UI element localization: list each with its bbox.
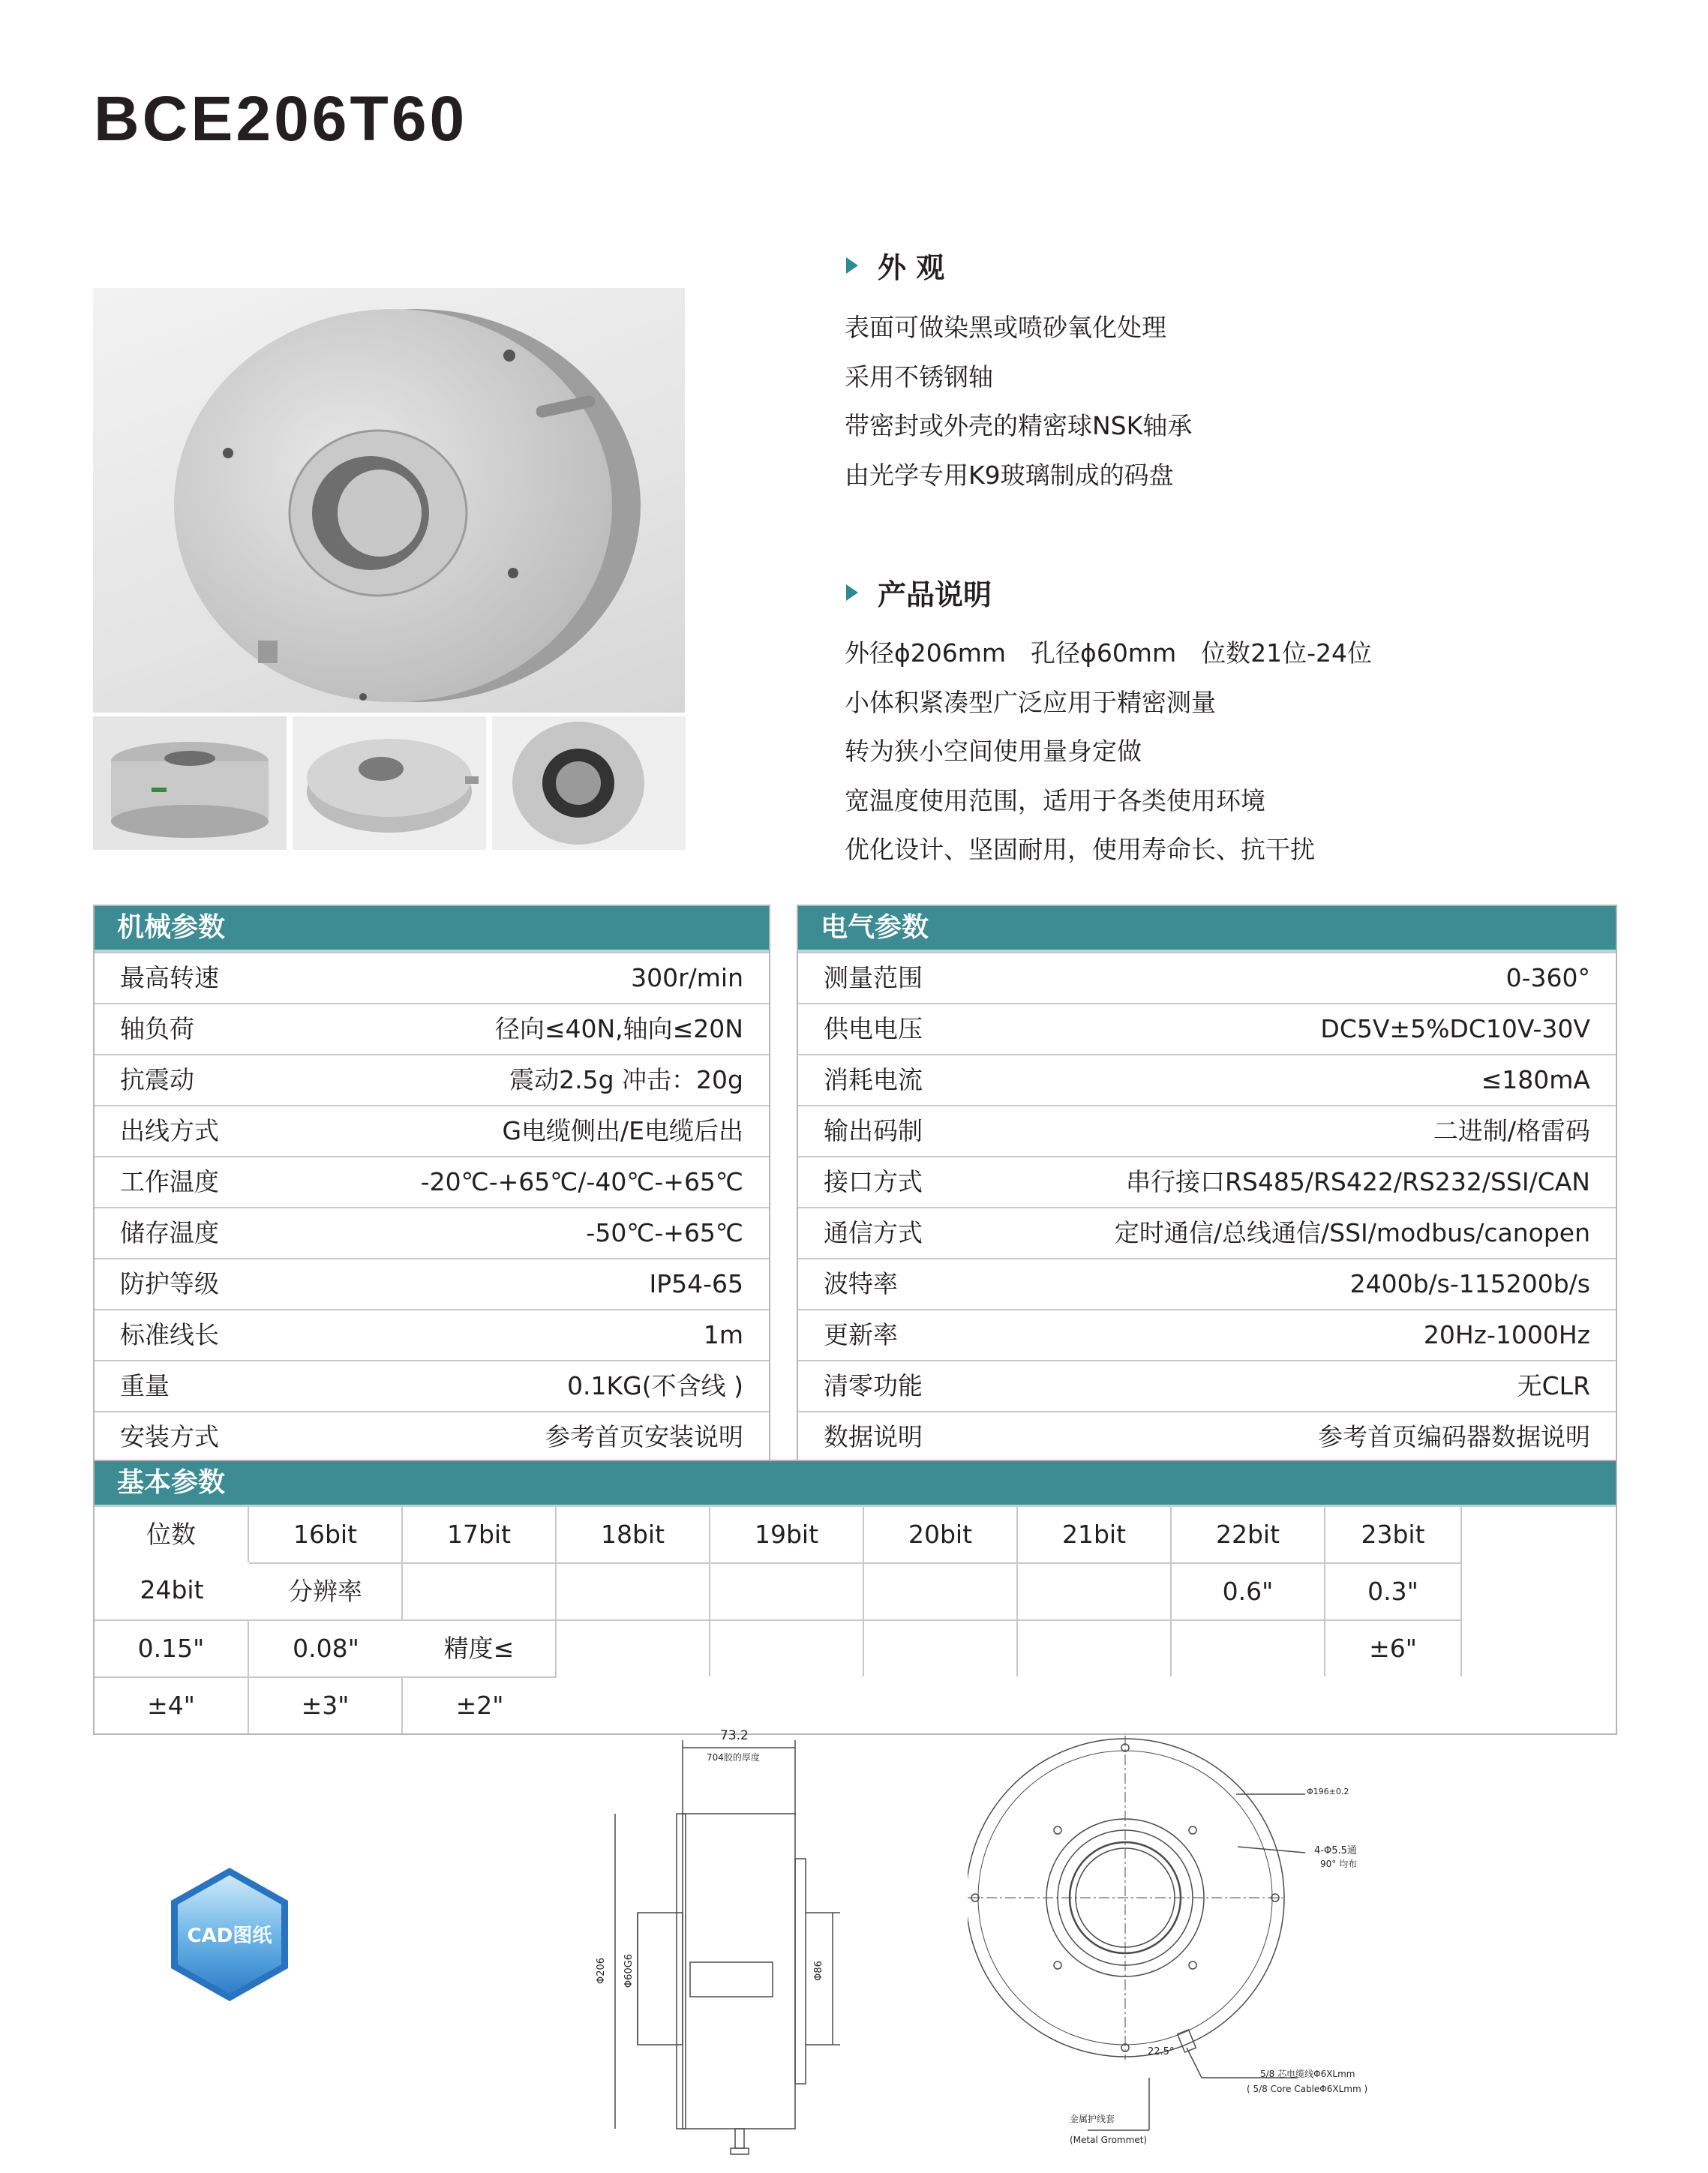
angle-label: 22.5° — [1148, 2046, 1175, 2057]
table-cell — [557, 1562, 710, 1619]
table-cell: 分辨率 — [249, 1562, 403, 1619]
table-cell — [1018, 1619, 1172, 1676]
list-item: 采用不锈钢轴 — [845, 362, 993, 392]
table-cell: ±3" — [249, 1676, 403, 1733]
electrical-table-heading: 电气参数 — [798, 906, 1616, 952]
table-cell — [864, 1619, 1018, 1676]
table-cell — [403, 1562, 557, 1619]
list-item: 由光学专用K9玻璃制成的码盘 — [845, 460, 1174, 490]
table-row: 工作温度 -20℃-+65℃/-40℃-+65℃ — [95, 1156, 769, 1207]
appearance-heading: 外 观 — [846, 245, 944, 286]
holes-spec: 4-Φ5.5通 — [1314, 1845, 1357, 1856]
list-item: 宽温度使用范围，适用于各类使用环境 — [845, 785, 1265, 815]
table-cell: 19bit — [710, 1507, 864, 1562]
list-item: 外径ϕ206mm 孔径ϕ60mm 位数21位-24位 — [845, 638, 1372, 668]
table-cell: ±6" — [1325, 1619, 1462, 1676]
dim-width: 73.2 — [720, 1728, 749, 1743]
cable-label-cn: 5/8 芯电缆线Φ6XLmm — [1260, 2069, 1355, 2079]
mechanical-table — [93, 905, 770, 1463]
holes-note: 90° 均布 — [1320, 1859, 1358, 1869]
dim-outer: Φ206 — [596, 1957, 608, 1985]
table-cell: 16bit — [249, 1507, 403, 1562]
cad-badge-label: CAD图纸 — [187, 1925, 272, 1947]
table-row: 供电电压 DC5V±5%DC10V-30V — [798, 1003, 1616, 1054]
table-cell: 17bit — [403, 1507, 557, 1562]
grommet-label-cn: 金属护线套 — [1070, 2114, 1115, 2124]
table-row: 消耗电流 ≤180mA — [798, 1054, 1616, 1105]
table-cell — [1172, 1619, 1325, 1676]
table-row: 重量 0.1KG(不含线 ) — [95, 1360, 769, 1411]
table-cell — [1018, 1562, 1172, 1619]
table-cell: 24bit — [140, 1575, 204, 1604]
table-cell: 位数 — [95, 1507, 249, 1562]
table-row: 出线方式 G电缆侧出/E电缆后出 — [95, 1105, 769, 1156]
table-cell: 23bit — [1325, 1507, 1462, 1562]
table-cell: 22bit — [1172, 1507, 1325, 1562]
table-row: 输出码制 二进制/格雷码 — [798, 1105, 1616, 1156]
table-cell: 18bit — [557, 1507, 710, 1562]
table-row: 通信方式 定时通信/总线通信/SSI/modbus/canopen — [798, 1207, 1616, 1258]
list-item: 表面可做染黑或喷砂氧化处理 — [845, 313, 1166, 342]
electrical-table — [797, 905, 1617, 1463]
description-list — [845, 629, 1372, 875]
product-thumb-2 — [293, 716, 486, 850]
table-row: 最高转速 300r/min — [95, 952, 769, 1003]
dim-hub: Φ86 — [812, 1961, 824, 1981]
table-cell: 0.3" — [1325, 1562, 1462, 1619]
side-view-drawing — [570, 1725, 870, 2168]
list-item: 转为狭小空间使用量身定做 — [845, 737, 1142, 766]
front-view-drawing — [968, 1725, 1418, 2160]
product-thumb-1 — [93, 716, 287, 850]
table-cell: ±2" — [403, 1676, 557, 1733]
basic-table-grid — [95, 1507, 1616, 1733]
table-cell — [557, 1619, 710, 1676]
triangle-bullet-icon — [846, 257, 858, 274]
cable-label-en: ( 5/8 Core CableΦ6XLmm ) — [1247, 2084, 1368, 2094]
list-item: 优化设计、坚固耐用，使用寿命长、抗干扰 — [845, 835, 1315, 864]
dim-bore: Φ60G6 — [623, 1953, 635, 1988]
cad-badge[interactable] — [167, 1865, 293, 2004]
table-cell: 精度≤ — [403, 1619, 557, 1676]
table-row: 轴负荷 径向≤40N,轴向≤20N — [95, 1003, 769, 1054]
appearance-list — [845, 303, 1192, 500]
table-cell: 21bit — [1018, 1507, 1172, 1562]
table-cell: 0.6" — [1172, 1562, 1325, 1619]
basic-table — [93, 1460, 1617, 1735]
basic-table-heading: 基本参数 — [95, 1461, 1616, 1507]
list-item: 带密封或外壳的精密球NSK轴承 — [845, 411, 1193, 440]
table-cell — [710, 1619, 864, 1676]
table-cell: 20bit — [864, 1507, 1018, 1562]
table-cell: 0.15" — [95, 1619, 249, 1676]
table-cell — [710, 1562, 864, 1619]
grommet-label-en: (Metal Grommet) — [1070, 2135, 1148, 2145]
table-cell: 0.08" — [249, 1619, 403, 1676]
table-row: 测量范围 0-360° — [798, 952, 1616, 1003]
table-row: 清零功能 无CLR — [798, 1360, 1616, 1411]
page-title: BCE206T60 — [94, 83, 468, 154]
table-row: 防护等级 IP54-65 — [95, 1258, 769, 1309]
dim-note: 704胶的厚度 — [707, 1752, 760, 1763]
description-heading: 产品说明 — [846, 572, 992, 613]
table-cell: ±4" — [95, 1676, 249, 1733]
list-item: 小体积紧凑型广泛应用于精密测量 — [845, 687, 1216, 717]
table-row: 波特率 2400b/s-115200b/s — [798, 1258, 1616, 1309]
mechanical-table-heading: 机械参数 — [95, 906, 769, 952]
table-row: 安装方式 参考首页安装说明 — [95, 1411, 769, 1462]
dim-pcd: Φ196±0.2 — [1307, 1787, 1349, 1796]
table-row: 更新率 20Hz-1000Hz — [798, 1309, 1616, 1360]
triangle-bullet-icon — [846, 584, 858, 601]
table-row: 抗震动 震动2.5g 冲击：20g — [95, 1054, 769, 1105]
table-cell — [864, 1562, 1018, 1619]
table-row: 接口方式 串行接口RS485/RS422/RS232/SSI/CAN — [798, 1156, 1616, 1207]
table-row: 储存温度 -50℃-+65℃ — [95, 1207, 769, 1258]
product-thumb-3 — [492, 716, 686, 850]
table-row: 标准线长 1m — [95, 1309, 769, 1360]
product-photo-main — [93, 288, 685, 713]
table-row: 数据说明 参考首页编码器数据说明 — [798, 1411, 1616, 1462]
